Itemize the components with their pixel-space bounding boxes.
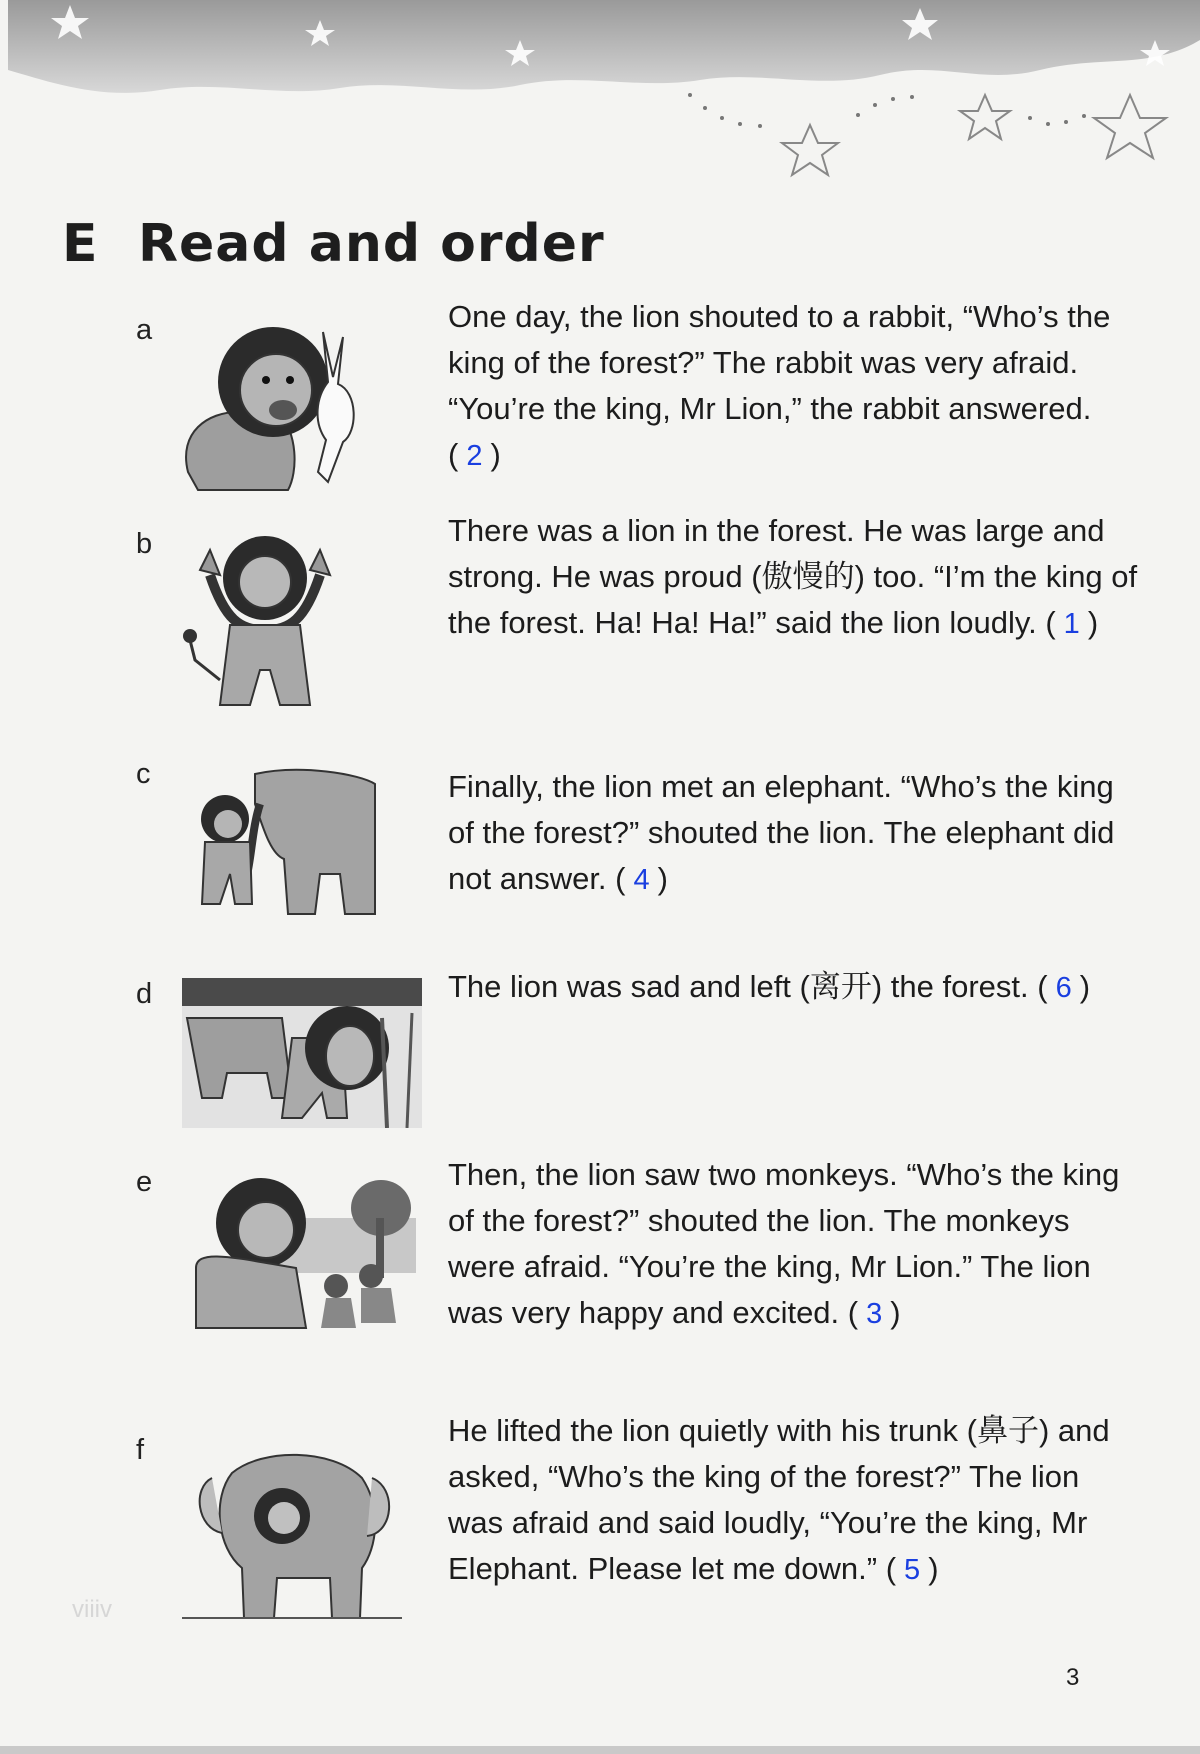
story-sentence: Finally, the lion met an elephant. “Who’s the king of the forest?” shouted the lion. The elephant did not answer. — [448, 769, 1115, 896]
faint-page-mark: viiiv — [72, 1596, 112, 1623]
story-text — [448, 764, 1138, 903]
story-sentence: The lion was sad and left (离开) the forest. — [448, 969, 1029, 1004]
story-text — [448, 294, 1138, 479]
section-title: Read and order — [138, 214, 605, 274]
answer-box: ( 3 ) — [848, 1295, 901, 1330]
item-letter: b — [136, 528, 153, 560]
item-letter: c — [136, 758, 151, 790]
elephant-lifting-lion-illustration — [182, 1448, 402, 1623]
story-sentence: Then, the lion saw two monkeys. “Who’s the king of the forest?” shouted the lion. The monkeys were afraid. “You’re the king, Mr Lion.” The lion was very happy and excited. — [448, 1157, 1120, 1330]
story-sentence: One day, the lion shouted to a rabbit, “Who’s the king of the forest?” The rabbit was very afraid. “You’re the king, Mr Lion,” the rabbit answered. — [448, 299, 1111, 426]
proud-lion-illustration — [180, 530, 350, 720]
story-text — [448, 964, 1138, 1011]
lion-rabbit-illustration — [178, 322, 398, 497]
answer-box: ( 6 ) — [1037, 969, 1090, 1004]
answer-value[interactable]: 2 — [466, 440, 483, 472]
section-letter: E — [62, 214, 99, 274]
footer-bar — [0, 1746, 1200, 1754]
answer-box: ( 4 ) — [615, 861, 668, 896]
item-letter: e — [136, 1166, 153, 1198]
story-sentence: There was a lion in the forest. He was large and strong. He was proud (傲慢的) too. “I’m the king of the forest. Ha! Ha! Ha!” said the lion loudly. — [448, 513, 1138, 640]
item-letter: a — [136, 314, 153, 346]
star-banner — [0, 0, 1200, 200]
story-text — [448, 508, 1138, 647]
item-letter: d — [136, 978, 153, 1010]
story-sentence: He lifted the lion quietly with his trunk (鼻子) and asked, “Who’s the king of the forest?” The lion was afraid and said loudly, “You’re the king, Mr Elephant. Please let me down.” — [448, 1413, 1110, 1586]
answer-value[interactable]: 5 — [904, 1554, 921, 1586]
page-number: 3 — [1066, 1664, 1080, 1691]
item-letter: f — [136, 1434, 145, 1466]
answer-box: ( 1 ) — [1045, 605, 1098, 640]
answer-value[interactable]: 1 — [1063, 608, 1080, 640]
story-text — [448, 1408, 1138, 1593]
lion-monkeys-illustration — [176, 1178, 416, 1333]
answer-box: ( 2 ) — [448, 437, 501, 472]
answer-value[interactable]: 3 — [866, 1298, 883, 1330]
lion-elephant-illustration — [180, 764, 380, 924]
answer-value[interactable]: 6 — [1055, 972, 1072, 1004]
sad-lion-leaving-illustration — [182, 978, 422, 1128]
section-heading — [62, 214, 605, 274]
story-text — [448, 1152, 1138, 1337]
answer-value[interactable]: 4 — [633, 864, 650, 896]
answer-box: ( 5 ) — [886, 1551, 939, 1586]
